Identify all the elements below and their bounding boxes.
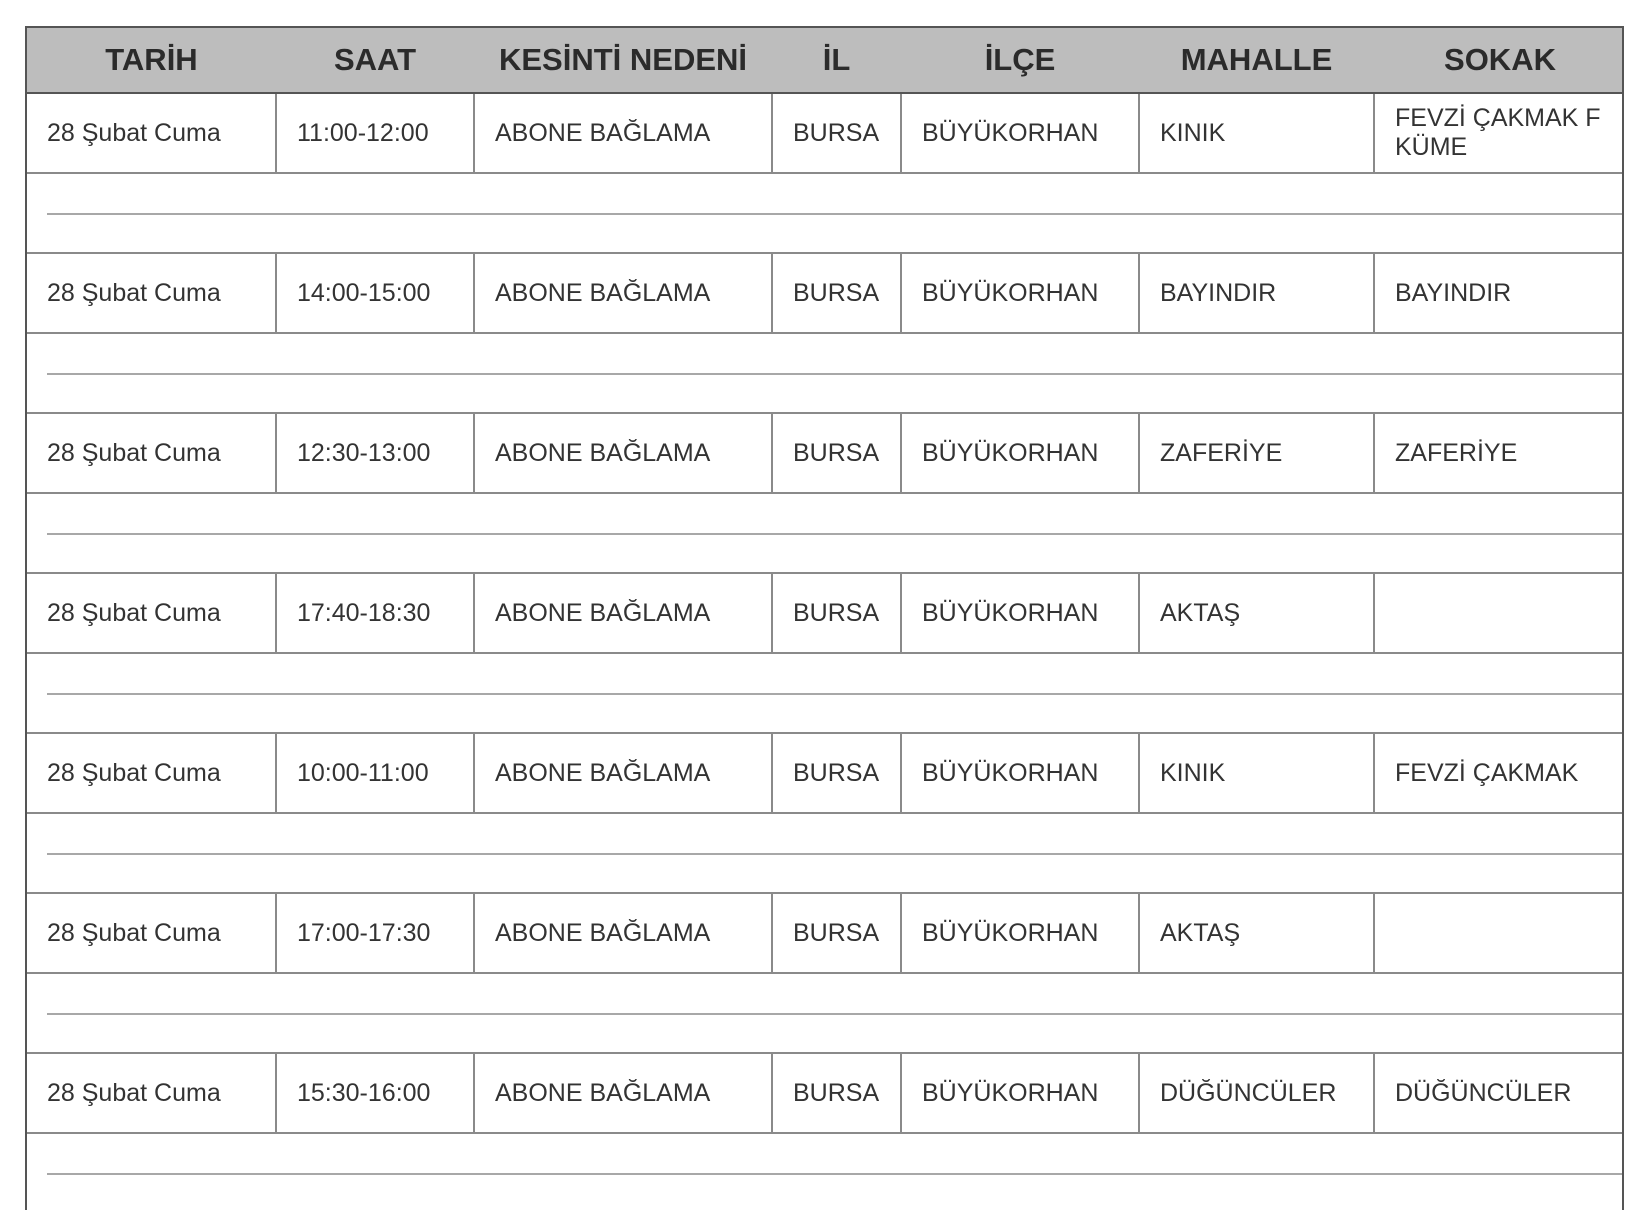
saat-cell: 10:00-11:00 [276,733,474,813]
table-row [27,93,1624,173]
header-il: İL [772,28,901,93]
sokak-cell: BAYINDIR [1374,253,1624,333]
table-row [27,733,1624,813]
saat-cell: 11:00-12:00 [276,93,474,173]
table-row [27,253,1624,333]
ilce-cell: BÜYÜKORHAN [901,733,1139,813]
saat-cell: 12:30-13:00 [276,413,474,493]
kesinti-nedeni-cell: ABONE BAĞLAMA [474,733,772,813]
sokak-cell: FEVZİ ÇAKMAK [1374,733,1624,813]
ilce-cell: BÜYÜKORHAN [901,413,1139,493]
header-saat: SAAT [276,28,474,93]
table-row [27,573,1624,653]
mahalle-cell: KINIK [1139,733,1374,813]
il-cell: BURSA [772,733,901,813]
tarih-cell: 28 Şubat Cuma [27,893,276,973]
separator-line [47,853,1624,855]
separator-line [47,213,1624,215]
outage-table [27,28,1624,1210]
separator-cell [27,1133,1624,1210]
header-ilce: İLÇE [901,28,1139,93]
kesinti-nedeni-cell: ABONE BAĞLAMA [474,1053,772,1133]
il-cell: BURSA [772,893,901,973]
outage-table-container [25,26,1624,1210]
mahalle-cell: AKTAŞ [1139,893,1374,973]
saat-cell: 14:00-15:00 [276,253,474,333]
table-body [27,93,1624,1210]
table-row [27,413,1624,493]
ilce-cell: BÜYÜKORHAN [901,573,1139,653]
table-header [27,28,1624,93]
sokak-cell [1374,573,1624,653]
ilce-cell: BÜYÜKORHAN [901,1053,1139,1133]
tarih-cell: 28 Şubat Cuma [27,93,276,173]
kesinti-nedeni-cell: ABONE BAĞLAMA [474,893,772,973]
separator-cell [27,813,1624,893]
sokak-cell: FEVZİ ÇAKMAK F KÜME [1374,93,1624,173]
row-separator [27,333,1624,413]
mahalle-cell: BAYINDIR [1139,253,1374,333]
saat-cell: 17:00-17:30 [276,893,474,973]
il-cell: BURSA [772,413,901,493]
row-separator [27,813,1624,893]
row-separator [27,653,1624,733]
mahalle-cell: ZAFERİYE [1139,413,1374,493]
header-tarih: TARİH [27,28,276,93]
tarih-cell: 28 Şubat Cuma [27,733,276,813]
table-row [27,893,1624,973]
tarih-cell: 28 Şubat Cuma [27,573,276,653]
tarih-cell: 28 Şubat Cuma [27,1053,276,1133]
separator-line [47,1013,1624,1015]
header-row [27,28,1624,93]
sokak-cell: DÜĞÜNCÜLER [1374,1053,1624,1133]
il-cell: BURSA [772,1053,901,1133]
ilce-cell: BÜYÜKORHAN [901,253,1139,333]
sokak-cell: ZAFERİYE [1374,413,1624,493]
mahalle-cell: KINIK [1139,93,1374,173]
row-separator [27,173,1624,253]
mahalle-cell: AKTAŞ [1139,573,1374,653]
ilce-cell: BÜYÜKORHAN [901,893,1139,973]
kesinti-nedeni-cell: ABONE BAĞLAMA [474,93,772,173]
saat-cell: 17:40-18:30 [276,573,474,653]
table-row [27,1053,1624,1133]
separator-line [47,1173,1624,1175]
header-sokak: SOKAK [1374,28,1624,93]
ilce-cell: BÜYÜKORHAN [901,93,1139,173]
header-mahalle: MAHALLE [1139,28,1374,93]
kesinti-nedeni-cell: ABONE BAĞLAMA [474,573,772,653]
tarih-cell: 28 Şubat Cuma [27,413,276,493]
saat-cell: 15:30-16:00 [276,1053,474,1133]
separator-cell [27,653,1624,733]
row-separator [27,973,1624,1053]
row-separator [27,493,1624,573]
separator-cell [27,333,1624,413]
separator-cell [27,493,1624,573]
kesinti-nedeni-cell: ABONE BAĞLAMA [474,413,772,493]
row-separator [27,1133,1624,1210]
sokak-cell [1374,893,1624,973]
header-kesinti-nedeni: KESİNTİ NEDENİ [474,28,772,93]
separator-cell [27,173,1624,253]
separator-line [47,373,1624,375]
il-cell: BURSA [772,93,901,173]
separator-cell [27,973,1624,1053]
tarih-cell: 28 Şubat Cuma [27,253,276,333]
il-cell: BURSA [772,573,901,653]
il-cell: BURSA [772,253,901,333]
kesinti-nedeni-cell: ABONE BAĞLAMA [474,253,772,333]
mahalle-cell: DÜĞÜNCÜLER [1139,1053,1374,1133]
separator-line [47,693,1624,695]
separator-line [47,533,1624,535]
